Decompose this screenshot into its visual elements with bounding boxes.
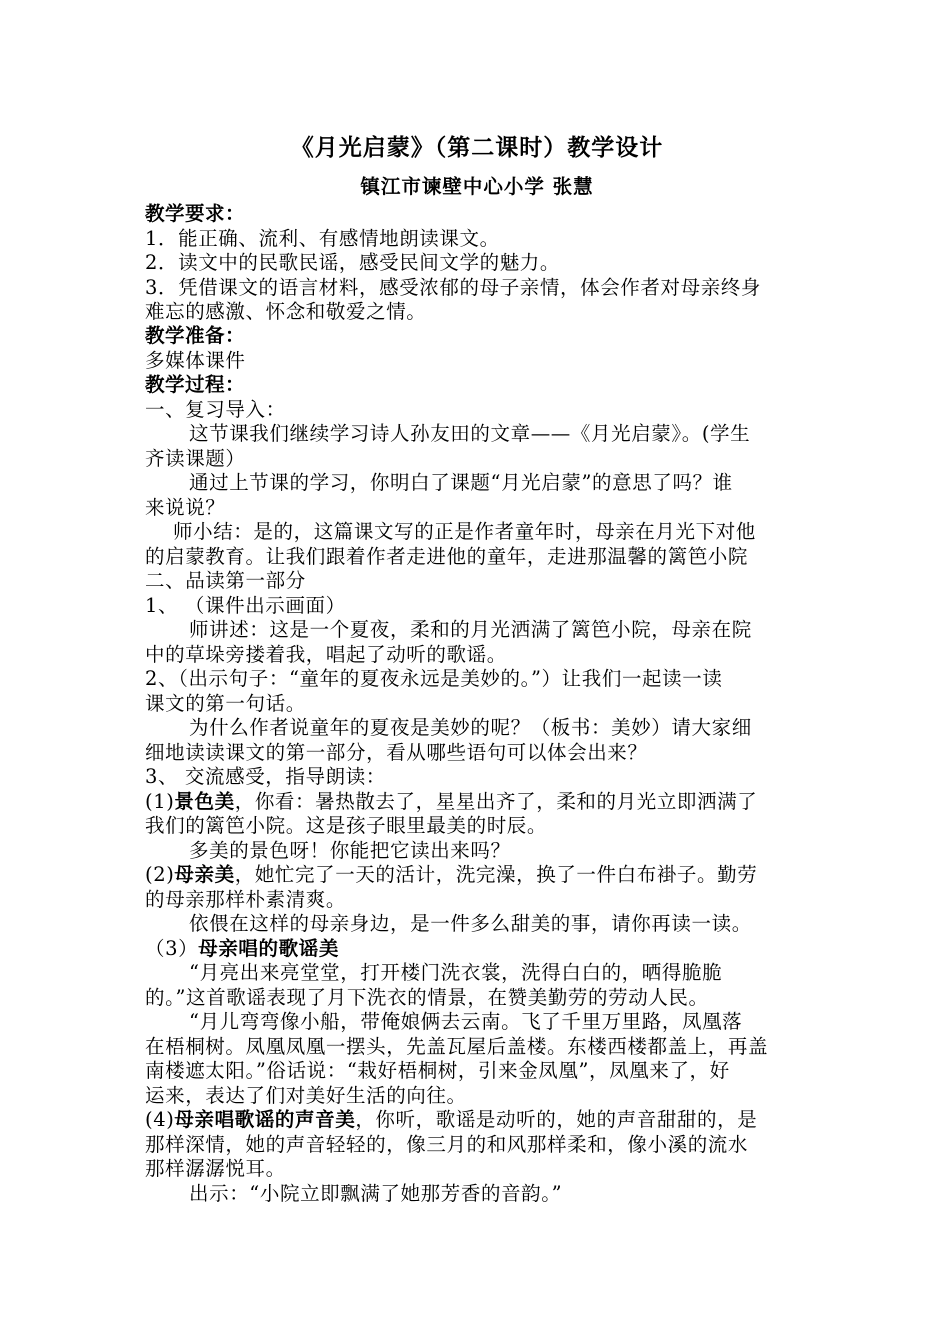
paragraph-line: 在梧桐树。凤凰凤凰一摆头，先盖瓦屋后盖楼。东楼西楼都盖上，再盖 <box>145 1035 769 1058</box>
item-line <box>145 790 809 814</box>
paragraph-line: 课文的第一句话。 <box>145 692 306 715</box>
item-line <box>145 863 809 887</box>
item-line <box>145 937 809 961</box>
step-line: 3、 交流感受，指导朗读： <box>145 765 386 788</box>
item-text: ，你看：暑热散去了，星星出齐了，柔和的月光立即洒满了 <box>234 790 758 813</box>
paragraph-line: 细地读读课文的第一部分，看从哪些语句可以体会出来？ <box>145 741 648 764</box>
item-number: （3） <box>145 937 199 960</box>
requirement-item: 3．凭借课文的语言材料，感受浓郁的母子亲情，体会作者对母亲终身 <box>145 276 762 299</box>
document-title: 《月光启蒙》（第二课时）教学设计 <box>290 135 664 161</box>
author-line: 镇江市谏壁中心小学 张慧 <box>360 175 594 198</box>
paragraph-line: 多美的景色呀！你能把它读出来吗？ <box>189 839 511 862</box>
paragraph-line: 南楼遮太阳。”俗话说：“栽好梧桐树，引来金凤凰”，凤凰来了，好 <box>145 1059 730 1082</box>
requirements-heading: 教学要求： <box>145 202 246 225</box>
paragraph-line: 通过上节课的学习，你明白了课题“月光启蒙”的意思了吗？谁 <box>189 471 733 494</box>
item-number: (1) <box>145 790 175 813</box>
section1-heading: 一、复习导入： <box>145 398 286 421</box>
item-text: ，你听，歌谣是动听的，她的声音甜甜的，是 <box>355 1108 758 1131</box>
step-line: 2、（出示句子：“童年的夏夜永远是美妙的。”）让我们一起读一读 <box>145 667 723 690</box>
section2-heading: 二、品读第一部分 <box>145 569 306 592</box>
item-keyword: 母亲美 <box>174 863 235 886</box>
step-line: 1、 （课件出示画面） <box>145 594 346 617</box>
paragraph-line: “月儿弯弯像小船，带俺娘俩去云南。飞了千里万里路，凤凰落 <box>189 1010 743 1033</box>
paragraph-line: 师讲述：这是一个夏夜，柔和的月光洒满了篱笆小院，母亲在院 <box>189 618 752 641</box>
preparation-text: 多媒体课件 <box>145 349 246 372</box>
paragraph-line: 师小结：是的，这篇课文写的正是作者童年时，母亲在月光下对他 <box>173 520 756 543</box>
paragraph-line: 来说说？ <box>145 496 226 519</box>
paragraph-line: 的。”这首歌谣表现了月下洗衣的情景，在赞美勤劳的劳动人民。 <box>145 986 709 1009</box>
paragraph-line: 的启蒙教育。让我们跟着作者走进他的童年，走进那温馨的篱笆小院 <box>145 545 749 568</box>
paragraph-line: 这节课我们继续学习诗人孙友田的文章——《月光启蒙》。(学生 <box>189 422 751 445</box>
paragraph-line: “月亮出来亮堂堂，打开楼门洗衣裳，洗得白白的，晒得脆脆 <box>189 961 723 984</box>
paragraph-line: 我们的篱笆小院。这是孩子眼里最美的时辰。 <box>145 814 548 837</box>
requirement-item: 难忘的感激、怀念和敬爱之情。 <box>145 300 427 323</box>
paragraph-line: 那样深情，她的声音轻轻的，像三月的和风那样柔和，像小溪的流水 <box>145 1133 749 1156</box>
item-text: ，她忙完了一天的活计，洗完澡，换了一件白布褂子。勤劳 <box>234 863 758 886</box>
paragraph-line: 依偎在这样的母亲身边，是一件多么甜美的事，请你再读一读。 <box>189 912 752 935</box>
item-number: (2) <box>145 863 175 886</box>
item-keyword: 母亲唱的歌谣美 <box>198 937 339 960</box>
paragraph-line: 中的草垛旁搂着我，唱起了动听的歌谣。 <box>145 643 507 666</box>
requirement-item: 2．读文中的民歌民谣，感受民间文学的魅力。 <box>145 251 561 274</box>
item-line <box>145 1108 809 1132</box>
paragraph-line: 出示：“小院立即飘满了她那芳香的音韵。” <box>189 1182 563 1205</box>
item-keyword: 母亲唱歌谣的声音美 <box>174 1108 356 1131</box>
paragraph-line: 运来，表达了们对美好生活的向往。 <box>145 1084 467 1107</box>
process-heading: 教学过程： <box>145 373 246 396</box>
paragraph-line: 齐读课题） <box>145 447 246 470</box>
paragraph-line: 为什么作者说童年的夏夜是美妙的呢？（板书：美妙）请大家细 <box>189 716 752 739</box>
paragraph-line: 的母亲那样朴素清爽。 <box>145 888 347 911</box>
item-keyword: 景色美 <box>174 790 235 813</box>
preparation-heading: 教学准备： <box>145 324 246 347</box>
paragraph-line: 那样潺潺悦耳。 <box>145 1157 286 1180</box>
requirement-item: 1．能正确、流利、有感情地朗读课文。 <box>145 227 500 250</box>
item-number: (4) <box>145 1108 175 1131</box>
